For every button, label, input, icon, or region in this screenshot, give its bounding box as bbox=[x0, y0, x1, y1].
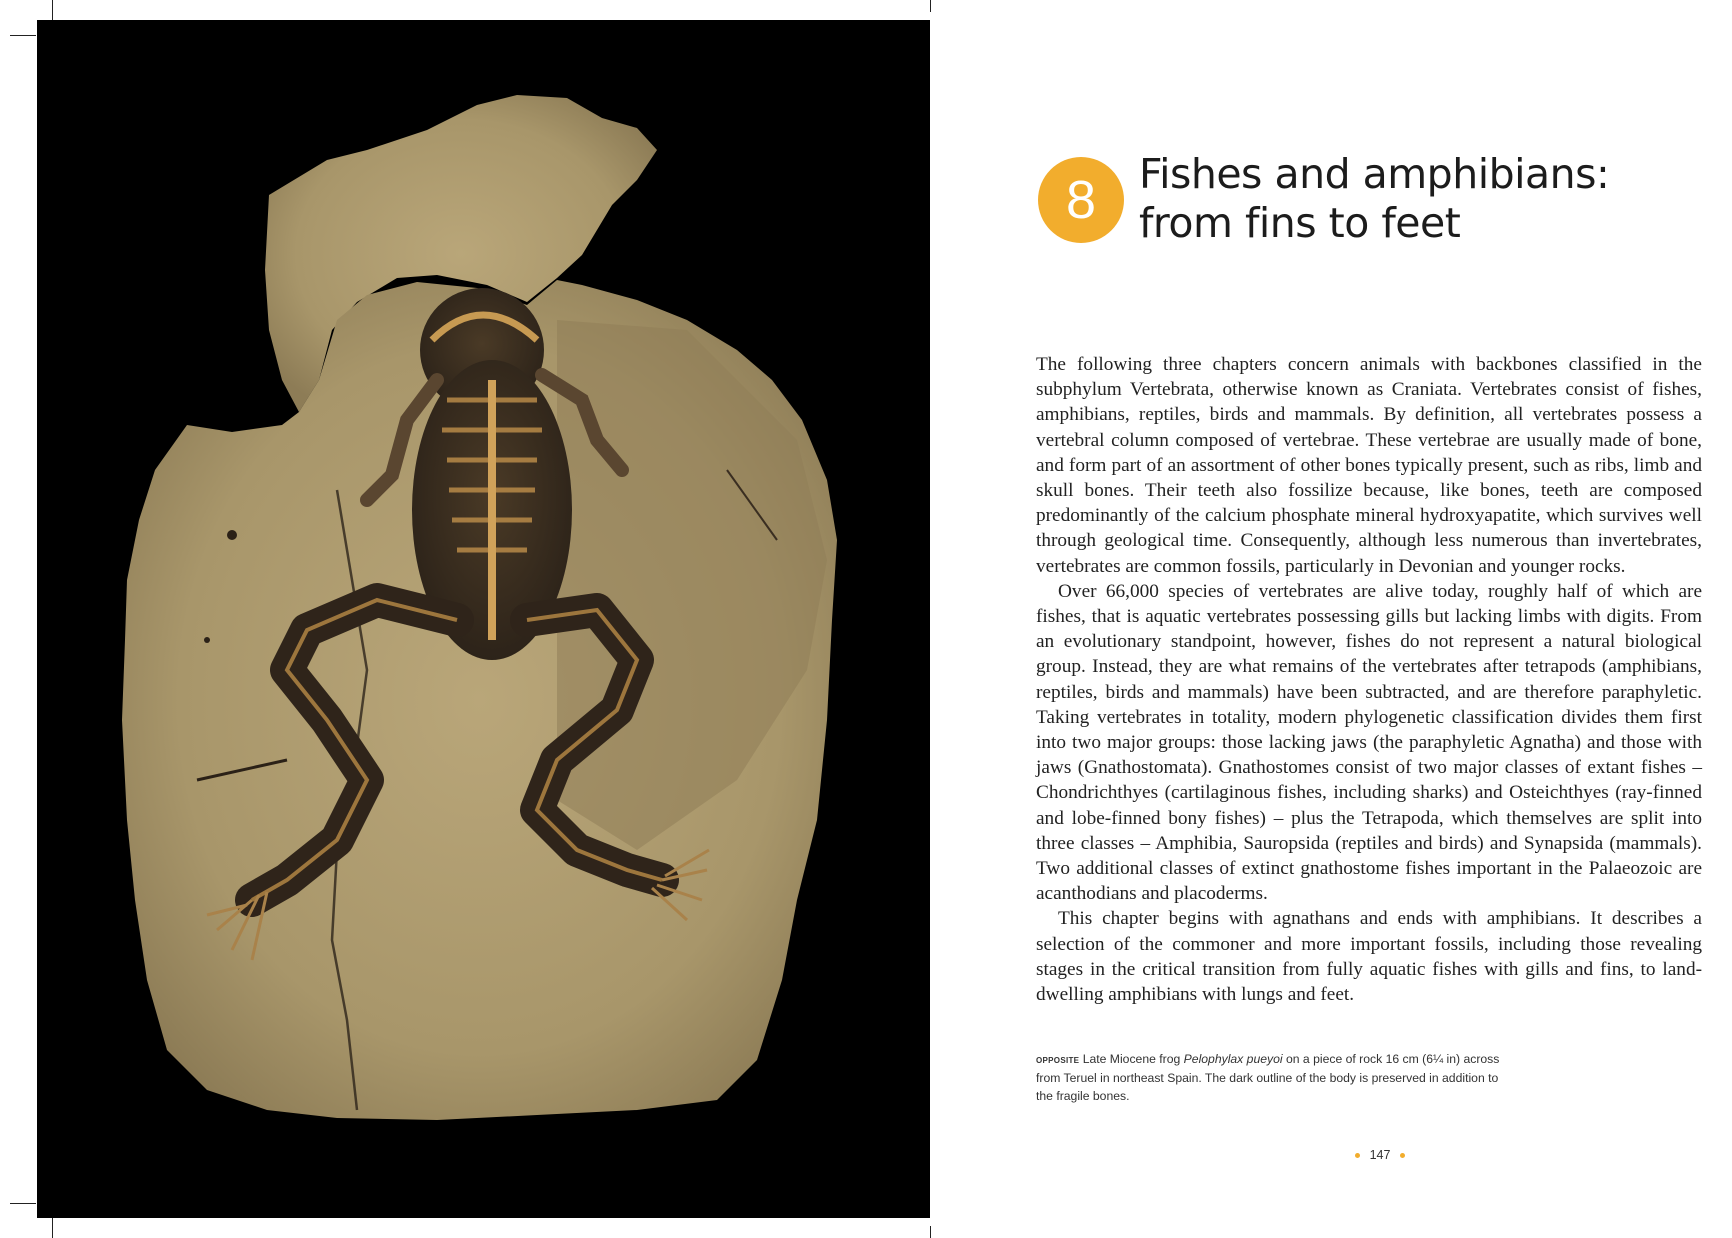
photo-caption bbox=[1036, 1050, 1516, 1105]
crop-mark-top-gutter bbox=[930, 0, 931, 12]
page-number: 147 bbox=[1369, 1148, 1391, 1162]
folio-dot-left bbox=[1355, 1153, 1360, 1158]
chapter-number-badge: 8 bbox=[1038, 157, 1124, 243]
caption-text-after: on a piece of rock 16 cm (6¼ in) across from Teruel in northeast Spain. The dark outline of the body is preserved in addition to the fragile bones. bbox=[1036, 1052, 1500, 1103]
caption-text-before: Late Miocene frog bbox=[1079, 1052, 1184, 1066]
caption-species: Pelophylax pueyoi bbox=[1183, 1052, 1283, 1066]
caption-lead: opposite bbox=[1036, 1054, 1080, 1066]
body-paragraph-1: The following three chapters concern animals with backbones classified in the subphylum Vertebrata, otherwise known as Craniata. Vertebrates consist of fishes, amphibians, reptiles, birds and mammals. By definition, all vertebrates possess a vertebral column composed of vertebrae. These vertebrae are usually made of bone, and form part of an assortment of other bones typically present, such as ribs, limb and skull bones. Their teeth also fossilize because, like bones, teeth are composed predominantly of the calcium phosphate mineral hydroxyapatite, which survives well through geological time. Consequently, although less numerous than invertebrates, vertebrates are common fossils, particularly in Devonian and younger rocks. bbox=[1036, 354, 1702, 577]
crop-mark-bottom-gutter bbox=[930, 1226, 931, 1238]
crop-mark-bottom-left-horizontal bbox=[10, 1203, 36, 1204]
body-paragraph-2: Over 66,000 species of vertebrates are alive today, roughly half of which are fishes, that is aquatic vertebrates possessing gills but lacking limbs with digits. From an evolutionary standpoint, however, fishes do not represent a natural biological group. Instead, they are what remains of the vertebrates after tetrapods (amphibians, reptiles, birds and mammals) have been subtracted, and are therefore paraphyletic. Taking vertebrates in totality, modern phylogenetic classification divides them first into two major groups: those lacking jaws (the paraphyletic Agnatha) and those with jaws (Gnathostomata). Gnathostomes consist of two major classes of extant fishes – Chondrichthyes (cartilaginous fishes, including sharks) and Osteichthyes (ray-finned and lobe-finned bony fishes) – plus the Tetrapoda, which themselves are split into three classes – Amphibia, Sauropsida (reptiles and birds) and Synapsida (mammals). Two additional classes of extinct gnathostome fishes important in the Palaeozoic are acanthodians and placoderms. bbox=[1036, 580, 1702, 905]
crop-mark-bottom-left-vertical bbox=[52, 1218, 53, 1238]
chapter-title-line-1: Fishes and amphibians: bbox=[1139, 150, 1610, 198]
crop-mark-top-left-vertical bbox=[52, 0, 53, 20]
crop-mark-top-left-horizontal bbox=[10, 35, 36, 36]
body-text bbox=[1036, 352, 1702, 1007]
body-paragraph-3: This chapter begins with agnathans and ends with amphibians. It describes a selection of the commoner and more important fossils, including those revealing stages in the critical transition from fully aquatic fishes with gills and fins, to land-dwelling amphibians with lungs and feet. bbox=[1036, 908, 1702, 1006]
page-folio bbox=[1330, 1148, 1430, 1162]
chapter-title-line-2: from fins to feet bbox=[1139, 199, 1461, 247]
folio-dot-right bbox=[1400, 1153, 1405, 1158]
chapter-title bbox=[1139, 150, 1699, 248]
fossil-frog-photo bbox=[37, 20, 930, 1218]
